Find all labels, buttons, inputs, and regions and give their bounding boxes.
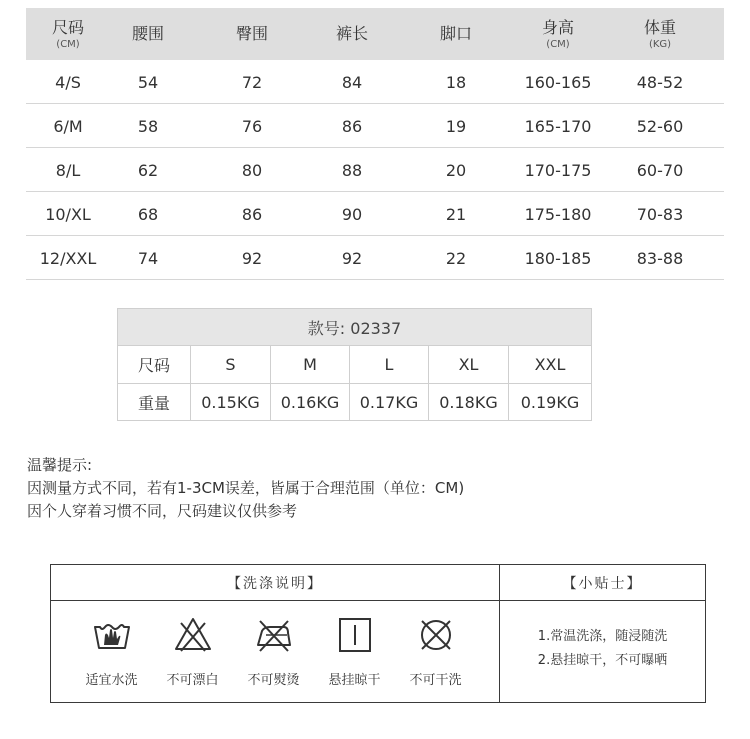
weight-cell: 0.19KG — [520, 392, 580, 412]
tips-line: 因测量方式不同，若有1-3CM误差，皆属于合理范围（单位：CM) — [27, 479, 465, 497]
row-hem-cell: 19 — [445, 116, 467, 136]
size-cell: XXL — [534, 355, 566, 374]
row-waist-cell: 58 — [137, 116, 159, 136]
weight-row-label: 重量 — [118, 384, 191, 420]
size-table — [26, 8, 724, 280]
row-hip-cell: 76 — [241, 116, 263, 136]
row-hip-cell: 72 — [241, 72, 263, 92]
row-length-cell: 86 — [341, 116, 363, 136]
header-height: 身高 (CM) — [541, 17, 575, 50]
row-hem-cell: 22 — [445, 248, 467, 268]
tips-heading: 温馨提示: — [27, 456, 93, 474]
row-length-cell: 84 — [341, 72, 363, 92]
row-height-cell: 175-180 — [524, 204, 592, 224]
weight-table — [117, 308, 592, 421]
style-number: 款号: 02337 — [118, 309, 591, 346]
header-hem: 脚口 — [439, 24, 473, 43]
size-cell: S — [191, 346, 271, 383]
row-hem-cell: 18 — [445, 72, 467, 92]
size-table-header — [26, 8, 724, 60]
size-table-row — [26, 236, 724, 280]
row-hem-cell: 21 — [445, 204, 467, 224]
row-length-cell: 92 — [341, 248, 363, 268]
tip-list — [500, 601, 705, 702]
care-box — [50, 564, 706, 703]
row-size-cell: 8/L — [55, 160, 81, 180]
row-height-cell: 170-175 — [524, 160, 592, 180]
row-height-cell: 165-170 — [524, 116, 592, 136]
header-hip: 臀围 — [235, 24, 269, 43]
wash-title: 【洗涤说明】 — [51, 565, 499, 601]
no-bleach-icon — [173, 615, 213, 655]
header-waist: 腰围 — [131, 24, 165, 43]
row-waist-cell: 62 — [137, 160, 159, 180]
row-weight-cell: 52-60 — [636, 116, 684, 136]
no-iron-icon — [254, 615, 294, 655]
row-height-cell: 180-185 — [524, 248, 592, 268]
row-weight-cell: 60-70 — [636, 160, 684, 180]
weight-table-size-row — [118, 346, 591, 383]
row-height-cell: 160-165 — [524, 72, 592, 92]
size-cell: XL — [429, 346, 509, 383]
size-table-row — [26, 148, 724, 192]
size-cell: M — [271, 346, 350, 383]
size-table-row — [26, 192, 724, 236]
tip-line: 2.悬挂晾干，不可曝晒 — [537, 652, 668, 668]
row-hip-cell: 92 — [241, 248, 263, 268]
row-weight-cell: 70-83 — [636, 204, 684, 224]
row-weight-cell: 48-52 — [636, 72, 684, 92]
small-tips — [500, 565, 705, 702]
row-size-cell: 12/XXL — [39, 248, 97, 268]
header-weight: 体重 (KG) — [643, 17, 677, 50]
weight-cell: 0.18KG — [429, 384, 509, 420]
tips-line: 因个人穿着习惯不同，尺码建议仅供参考 — [27, 502, 298, 520]
tip-line: 1.常温洗涤，随浸随洗 — [537, 628, 668, 644]
wash-instructions — [51, 565, 500, 702]
size-table-row — [26, 60, 724, 104]
care-item: 不可干洗 — [395, 601, 476, 702]
weight-cell: 0.15KG — [191, 384, 271, 420]
size-row-label: 尺码 — [118, 346, 191, 383]
care-item: 悬挂晾干 — [314, 601, 395, 702]
care-icons — [51, 601, 499, 702]
row-waist-cell: 54 — [137, 72, 159, 92]
row-size-cell: 6/M — [53, 116, 83, 136]
row-waist-cell: 68 — [137, 204, 159, 224]
row-waist-cell: 74 — [137, 248, 159, 268]
row-weight-cell: 83-88 — [636, 248, 684, 268]
care-item: 不可熨烫 — [233, 601, 314, 702]
hand-wash-icon — [92, 615, 132, 655]
row-size-cell: 4/S — [55, 72, 81, 92]
row-length-cell: 90 — [341, 204, 363, 224]
size-table-row — [26, 104, 724, 148]
no-dry-clean-icon — [416, 615, 456, 655]
tips-title: 【小贴士】 — [500, 565, 705, 601]
care-item: 不可漂白 — [152, 601, 233, 702]
row-hem-cell: 20 — [445, 160, 467, 180]
header-size: 尺码 (CM) — [51, 17, 85, 50]
row-size-cell: 10/XL — [45, 204, 91, 224]
weight-table-weight-row — [118, 383, 591, 420]
row-hip-cell: 86 — [241, 204, 263, 224]
weight-cell: 0.16KG — [271, 384, 350, 420]
weight-cell: 0.17KG — [350, 384, 429, 420]
tips-section — [27, 454, 464, 523]
row-length-cell: 88 — [341, 160, 363, 180]
size-cell: L — [350, 346, 429, 383]
row-hip-cell: 80 — [241, 160, 263, 180]
header-length: 裤长 — [335, 24, 369, 43]
care-item: 适宜水洗 — [71, 601, 152, 702]
hang-dry-icon — [335, 615, 375, 655]
